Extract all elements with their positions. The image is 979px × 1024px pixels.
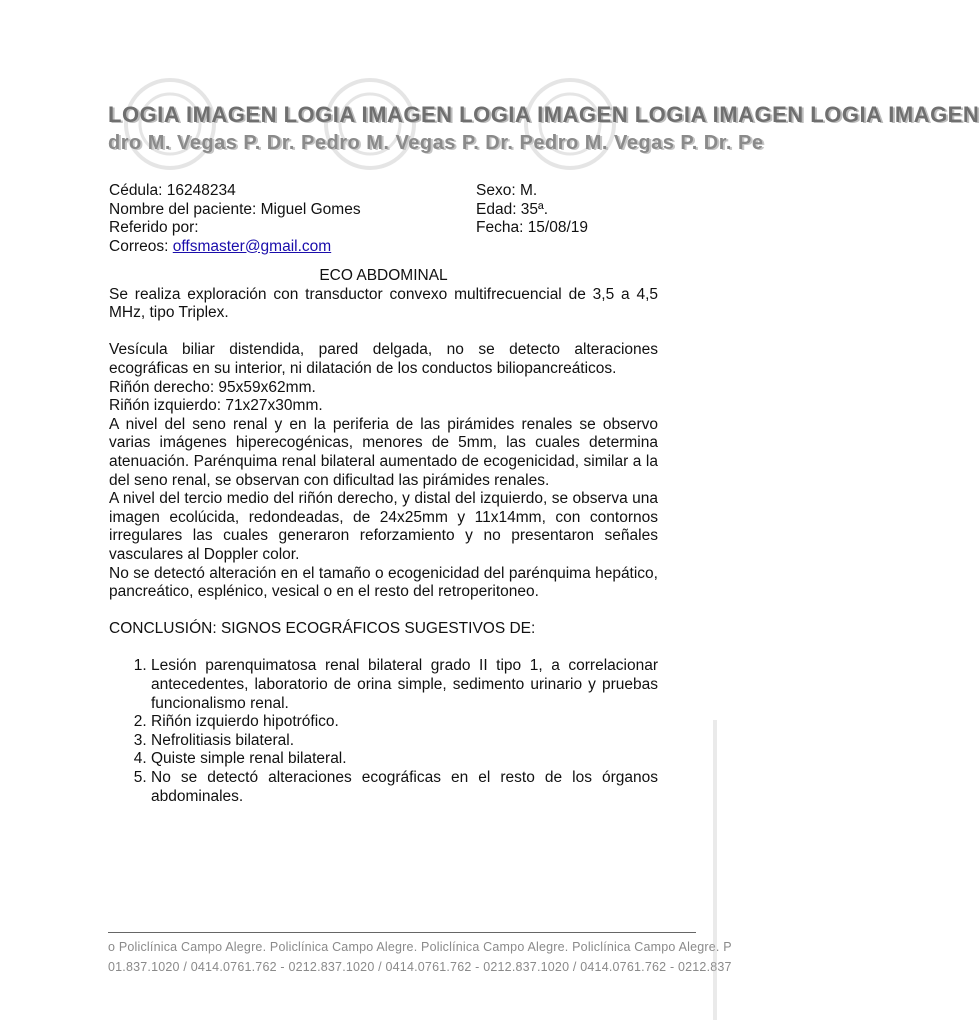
patient-info-left <box>109 182 361 256</box>
conclusion-item: 3. Nefrolitiasis bilateral. <box>151 732 658 751</box>
side-watermark-icon <box>708 720 722 1020</box>
patient-name: Nombre del paciente: Miguel Gomes <box>109 200 361 218</box>
conclusion-item: 2. Riñón izquierdo hipotrófico. <box>151 713 658 732</box>
finding-right-kidney: Riñón derecho: 95x59x62mm. <box>109 378 316 396</box>
finding-no-alteration: No se detectó alteración en el tamaño o ecogenicidad del parénquima hepático, pancreático, esplénico, vesical o en el resto del retroperitoneo. <box>109 564 658 601</box>
footer-divider <box>108 932 696 933</box>
conclusion-item: 1. Lesión parenquimatosa renal bilateral grado II tipo 1, a correlacionar antecedentes, laboratorio de orina simple, sedimento urinario y pruebas funcionalismo renal. <box>151 657 658 713</box>
conclusion-title: CONCLUSIÓN: SIGNOS ECOGRÁFICOS SUGESTIVOS DE: <box>109 620 536 638</box>
finding-renal-sinus: A nivel del seno renal y en la periferia de las pirámides renales se observo varias imágenes hiperecogénicas, menores de 5mm, las cuales determina atenuación. Parénquima renal bilateral aumentado de ecogenicidad, similar a la del seno renal, se observan con dificultad las pirámides renales. <box>109 415 658 489</box>
finding-left-kidney: Riñón izquierdo: 71x27x30mm. <box>109 397 323 415</box>
conclusion-item: 5. No se detectó alteraciones ecográficas en el resto de los órganos abdominales. <box>151 769 658 806</box>
footer-address: o Policlínica Campo Alegre. Policlínica Campo Alegre. Policlínica Campo Alegre. Policlínica Campo Alegre. P <box>108 940 732 954</box>
conclusion-list <box>109 657 658 806</box>
letterhead-clinic-name: LOGIA IMAGEN LOGIA IMAGEN LOGIA IMAGEN LOGIA IMAGEN LOGIA IMAGEN <box>108 102 979 127</box>
footer <box>108 940 732 980</box>
report-date: Fecha: 15/08/19 <box>476 219 589 236</box>
patient-cedula: Cédula: 16248234 <box>109 182 236 199</box>
report-title: ECO ABDOMINAL <box>319 267 448 284</box>
patient-email-row <box>109 238 361 257</box>
email-label: Correos: <box>109 237 173 255</box>
email-link[interactable]: offsmaster@gmail.com <box>172 237 332 255</box>
patient-sex: Sexo: M. <box>476 182 538 199</box>
finding-cysts: A nivel del tercio medio del riñón derecho, y distal del izquierdo, se observa una imagen ecolúcida, redondeadas, de 24x25mm y 11x14mm, con contornos irregulares las cuales generaron reforzamiento y no presentaron señales vasculares al Doppler color. <box>109 490 658 563</box>
letterhead-doctor-name: dro M. Vegas P. Dr. Pedro M. Vegas P. Dr. Pedro M. Vegas P. Dr. Pe <box>108 132 764 154</box>
footer-phones: 01.837.1020 / 0414.0761.762 - 0212.837.1020 / 0414.0761.762 - 0212.837.1020 / 0414.0761.762 - 0212.837 <box>108 960 732 974</box>
letterhead <box>108 98 979 168</box>
report-intro: Se realiza exploración con transductor convexo multifrecuencial de 3,5 a 4,5 MHz, tipo Triplex. <box>109 285 658 322</box>
report-body <box>109 267 658 806</box>
patient-info-right <box>476 182 588 238</box>
conclusion-item: 4. Quiste simple renal bilateral. <box>151 750 658 769</box>
finding-vesicula: Vesícula biliar distendida, pared delgada, no se detecto alteraciones ecográficas en su interior, ni dilatación de los conductos biliopancreáticos. <box>109 341 658 377</box>
patient-age: Edad: 35ª. <box>476 200 549 218</box>
patient-referred-by: Referido por: <box>109 219 199 236</box>
